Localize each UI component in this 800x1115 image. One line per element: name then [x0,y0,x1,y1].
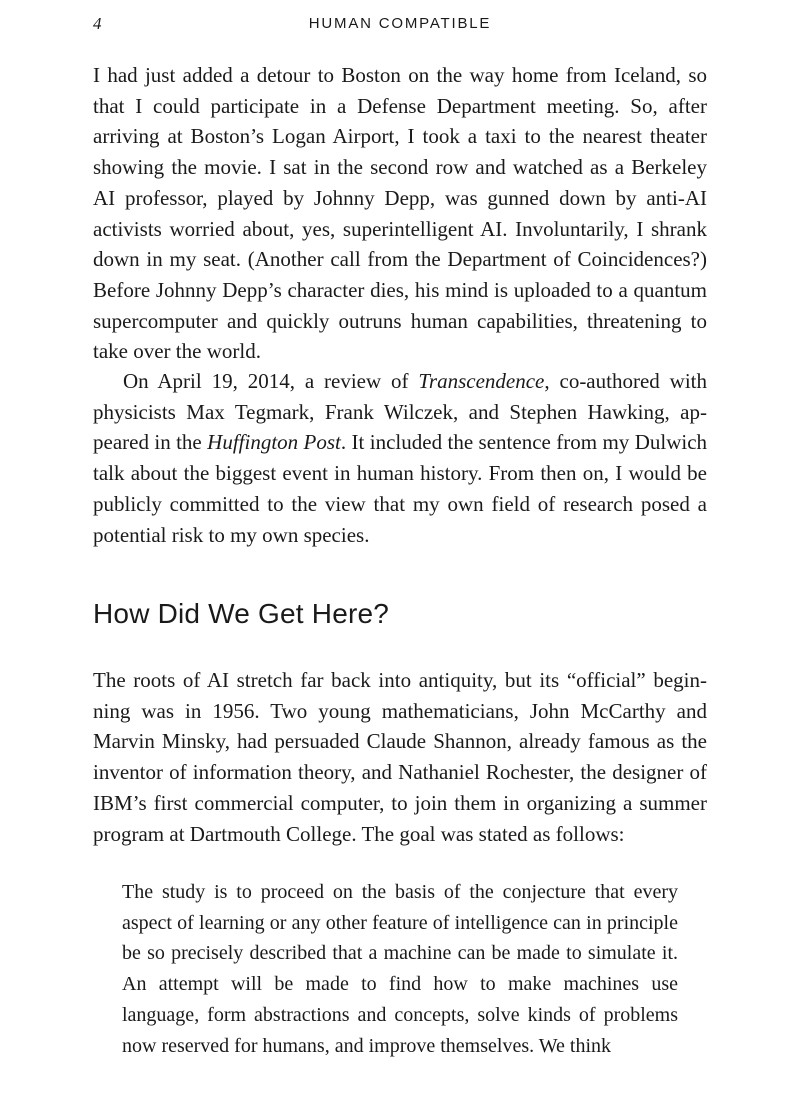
section-heading: How Did We Get Here? [93,598,390,629]
paragraph-text: . It included the sentence from my Dulwich talk about the biggest event in human history. From then on, I would be publicly committed to the view that my own field of research posed a potential risk to my own species. [93,430,708,547]
publication-title: Huffington Post [207,430,341,455]
page-number: 4 [93,14,102,33]
block-quote [122,877,678,1061]
film-title: Transcendence [418,369,545,393]
body-paragraph-3 [93,665,707,849]
paragraph-text: The roots of AI stretch far back into antiquity, but its “official” beginning was in 1956. Two young mathematicians, John McCarthy and Marvin Minsky, had persuaded Claude Shannon, already famous as the inventor of information theory, and Nathaniel Rochester, the designer of IBM’s first commercial computer, to join them in organizing a summer program at Dartmouth College. The goal was stated as follows: [93,668,707,846]
page-header [93,14,707,44]
paragraph-text: On April 19, 2014, a review of [123,369,419,393]
quote-text: The study is to proceed on the basis of the conjecture that every aspect of learning or any other feature of intelligence can in principle be so precisely described that a machine can be made to simulate it. An attempt will be made to find how to make machines use language, form abstractions and concepts, solve kinds of problems now reserved for humans, and improve themselves. We think [122,881,678,1057]
body-paragraph-1 [93,60,707,367]
paragraph-text: I had just added a detour to Boston on the way home from Iceland, so that I could participate in a Defense Department meeting. So, after arriving at Boston’s Logan Airport, I took a taxi to the nearest theater showing the movie. I sat in the second row and watched as a Berkeley AI professor, played by Johnny Depp, was gunned down by anti-AI activists worried about, yes, superintelligent AI. Involuntarily, I shrank down in my seat. (Another call from the Department of Coincidences?) Before Johnny Depp’s character dies, his mind is uploaded to a quantum supercomputer and quickly outruns human capabilities, threatening to take over the world. [93,63,707,364]
paragraph-text: , co-authored with physicists Max Tegmark, Frank Wilczek, and Stephen Hawking, appeared in the [93,369,707,455]
body-paragraph-2 [93,366,707,550]
running-head: HUMAN COMPATIBLE [308,15,492,32]
